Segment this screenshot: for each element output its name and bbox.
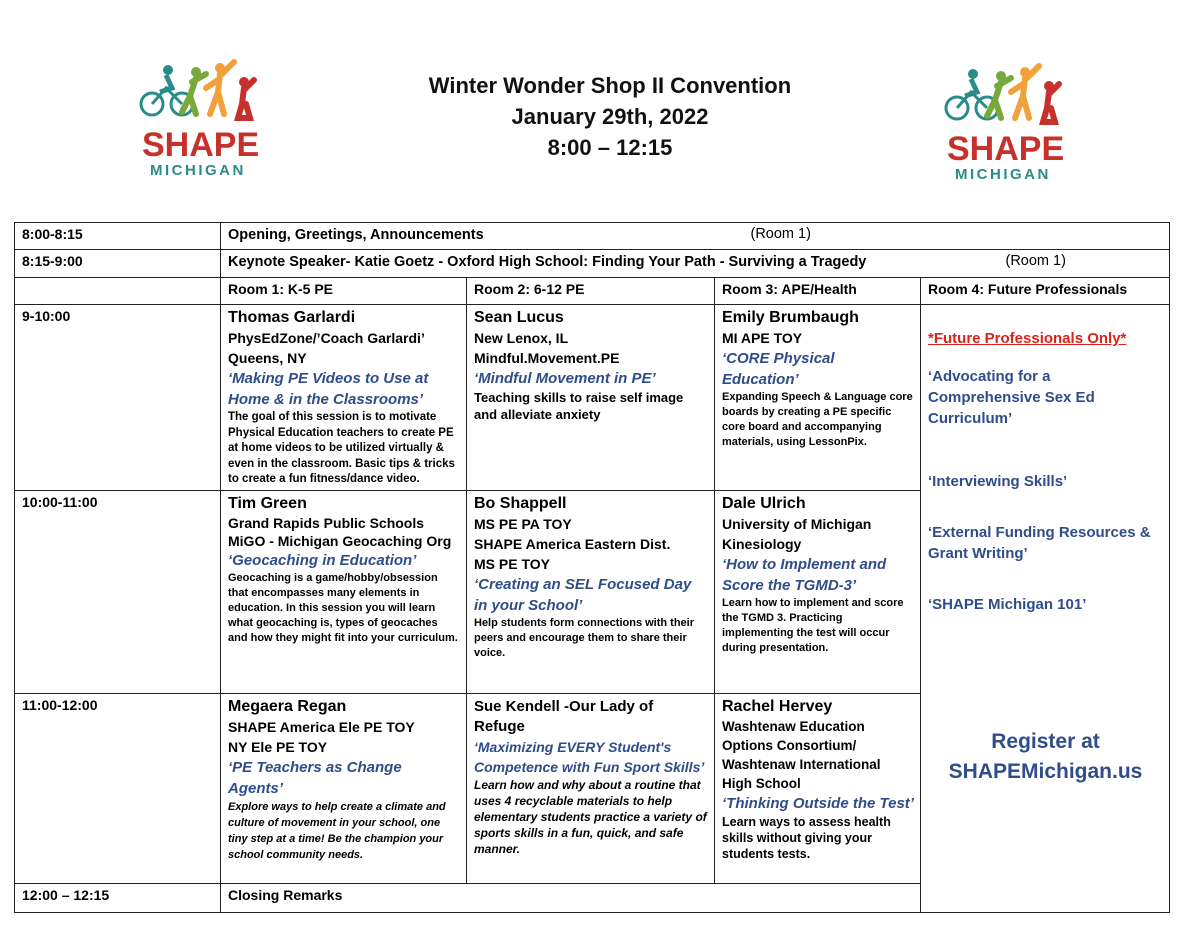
register-link[interactable]: SHAPEMichigan.us [948,760,1143,783]
speaker-affiliation: Mindful.Movement.PE [474,350,620,366]
session-description: Learn how and why about a routine that uses 4 recyclable materials to help elementary students practice a variety of sports skills in a fun, quick, and safe manner. [474,777,707,856]
speaker-affiliation: PhysEdZone/’Coach Garlardi’ [228,330,425,346]
speaker-name: Bo Shappell [474,494,567,512]
time-cell: 8:15-9:00 [15,250,221,278]
table-row-9 [15,305,1170,491]
speaker-affiliation: Grand Rapids Public Schools [228,514,425,531]
logo-word-michigan: MICHIGAN [150,162,246,178]
session-9-room3 [715,305,921,491]
session-description: The goal of this session is to motivate Physical Education teachers to create PE at home videos to be utilized virtually & even in the classroom. Basic tips & tricks to create a fun fitness/dance video. [228,411,455,485]
logo-word-shape: SHAPE [947,130,1065,168]
room-header-2: Room 2: 6-12 PE [467,278,715,305]
speaker-name: Dale Ulrich [722,494,806,512]
shape-michigan-logo-right [935,62,1085,182]
table-row-opening [15,223,1170,250]
keynote-cell [221,250,1170,278]
speaker-affiliation-2: MiGO - Michigan Geocaching Org [228,532,452,549]
session-description: Learn ways to assess health skills without giving your students tests. [722,814,891,861]
fp-session-1: ‘Advocating for a Comprehensive Sex Ed Curriculum’ [928,368,1095,427]
table-row-keynote [15,250,1170,278]
session-title: ‘Creating an SEL Focused Day in your School’ [474,575,692,614]
session-title: ‘CORE Physical Education’ [722,350,835,388]
logo-word-michigan: MICHIGAN [955,166,1051,182]
time-cell: 8:00-8:15 [15,223,221,250]
session-title: ‘Making PE Videos to Use at Home & in the Classrooms’ [228,370,429,408]
speaker-name: Sue Kendell -Our Lady of Refuge [474,697,654,735]
event-time: 8:00 – 12:15 [547,135,673,160]
closing-cell: Closing Remarks [221,883,921,912]
speaker-name: Megaera Regan [228,697,347,715]
opening-room: (Room 1) [750,226,811,242]
session-title: ‘Geocaching in Education’ [228,551,417,569]
future-professionals-title: *Future Professionals Only* [928,330,1127,347]
keynote-room: (Room 1) [1005,253,1066,269]
empty-cell [15,278,221,305]
session-9-room1 [221,305,467,491]
speaker-name: Sean Lucus [474,309,564,326]
room-header-3: Room 3: APE/Health [715,278,921,305]
session-description: Teaching skills to raise self image and alleviate anxiety [474,390,684,422]
session-title: ‘How to Implement and Score the TGMD-3’ [722,555,887,594]
session-title: ‘PE Teachers as Change Agents’ [228,758,402,797]
event-title-block [360,70,860,163]
time-cell: 9-10:00 [15,305,221,491]
logo-word-shape: SHAPE [142,126,260,164]
session-description: Expanding Speech & Language core boards by creating a PE specific core board and accompanying materials, using LessonPix. [722,391,913,448]
register-line-1: Register at [991,730,1100,753]
speaker-affiliation: MI APE TOY [722,330,803,346]
event-date: January 29th, 2022 [511,104,709,129]
session-description: Learn how to implement and score the TGMD 3. Practicing implementing the test will occur during presentation. [722,596,904,654]
time-cell: 11:00-12:00 [15,693,221,883]
speaker-name: Emily Brumbaugh [722,309,859,326]
speaker-department: Kinesiology [722,535,802,552]
speaker-affiliation-3: MS PE TOY [474,555,550,572]
session-11-room2 [467,693,715,883]
speaker-name: Thomas Garlardi [228,309,356,326]
room-header-4: Room 4: Future Professionals [921,278,1170,305]
room-header-1: Room 1: K-5 PE [221,278,467,305]
opening-text: Opening, Greetings, Announcements [228,227,484,243]
room4-future-professionals [921,305,1170,913]
speaker-affiliation: SHAPE America Ele PE TOY [228,718,415,735]
session-title: ‘Mindful Movement in PE’ [474,370,656,387]
keynote-text: Keynote Speaker- Katie Goetz - Oxford High School: Finding Your Path - Surviving a Tragedy [228,254,867,270]
speaker-location: Queens, NY [228,350,307,366]
event-title: Winter Wonder Shop II Convention [428,73,792,98]
session-description: Geocaching is a game/hobby/obsession that encompasses many elements in education. In this session you will learn what geocaching is, types of geocaches and how they might fit into your curriculum. [228,571,458,644]
page-header [0,0,1200,215]
fp-session-4: ‘SHAPE Michigan 101’ [928,596,1087,613]
fp-session-3: ‘External Funding Resources & Grant Writing’ [928,524,1151,562]
session-description: Explore ways to help create a climate and culture of movement in your school, one tiny step at a time! Be the champion your school community needs. [228,800,446,861]
speaker-affiliation: Washtenaw Education Options Consortium/ Washtenaw International High School [722,718,881,791]
session-10-room3 [715,490,921,693]
speaker-affiliation-2: SHAPE America Eastern Dist. [474,535,671,552]
speaker-affiliation: University of Michigan [722,515,872,532]
speaker-location: New Lenox, IL [474,330,569,346]
session-title: ‘Thinking Outside the Test’ [722,794,914,812]
schedule-table [14,222,1170,913]
shape-michigan-logo-left [130,58,280,178]
session-10-room2 [467,490,715,693]
session-10-room1 [221,490,467,693]
fp-session-2: ‘Interviewing Skills’ [928,473,1068,490]
session-9-room2 [467,305,715,491]
speaker-name: Rachel Hervey [722,697,833,715]
speaker-affiliation: MS PE PA TOY [474,515,572,532]
session-description: Help students form connections with their peers and encourage them to share their voice. [474,616,695,659]
speaker-name: Tim Green [228,494,307,512]
time-cell: 10:00-11:00 [15,490,221,693]
table-row-rooms [15,278,1170,305]
time-cell: 12:00 – 12:15 [15,883,221,912]
session-11-room3 [715,693,921,883]
session-11-room1 [221,693,467,883]
speaker-affiliation-2: NY Ele PE TOY [228,738,328,755]
opening-cell [221,223,1170,250]
session-title: ‘Maximizing EVERY Student's Competence with Fun Sport Skills’ [474,738,705,775]
